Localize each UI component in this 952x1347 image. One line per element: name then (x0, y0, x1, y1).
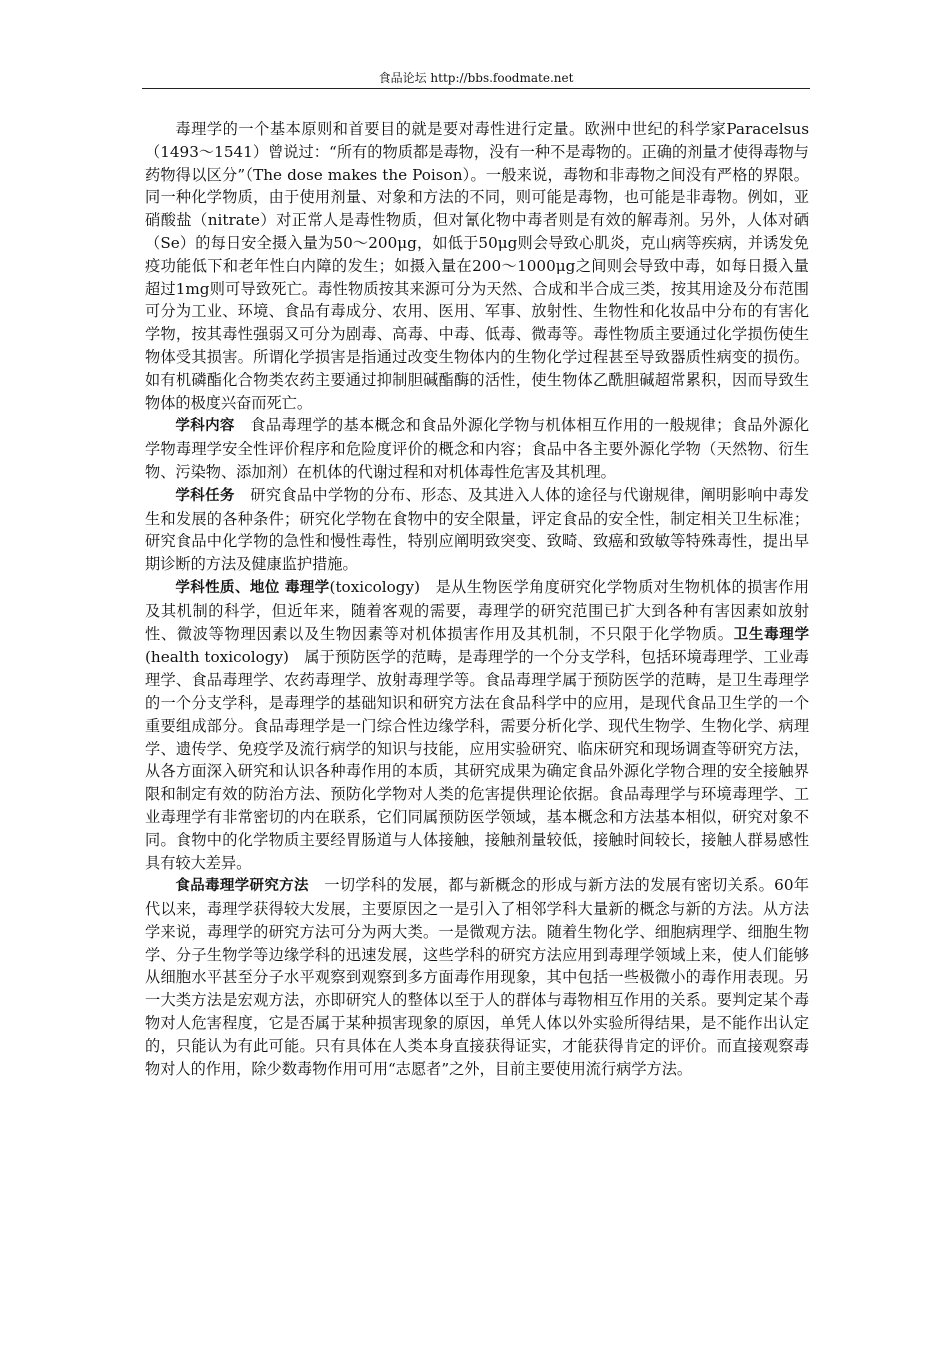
header-text: 食品论坛 http://bbs.foodmate.net (378, 71, 574, 85)
intro-text: 毒理学的一个基本原则和首要目的就是要对毒性进行定量。欧洲中世纪的科学家Paracelsus（1493～1541）曾说过：“所有的物质都是毒物，没有一种不是毒物的。正确的剂量才使得毒物与药物得以区分”（The dose makes the Poison）。一般来说，毒物和非毒物之间没有严格的界限。同一种化学物质，由于使用剂量、对象和方法的不同，则可能是毒物，也可能是非毒物。例如，亚硝酸盐（nitrate）对正常人是毒性物质，但对氰化物中毒者则是有效的解毒剂。另外，人体对硒（Se）的每日安全摄入量为50～200μg，如低于50μg则会导致心肌炎，克山病等疾病，并诱发免疫功能低下和老年性白内障的发生；如摄入量在200～1000μg之间则会导致中毒，如每日摄入量超过1mg则可导致死亡。毒性物质按其来源可分为天然、合成和半合成三类，按其用途及分布范围可分为工业、环境、食品有毒成分、农用、医用、军事、放射性、生物性和化妆品中分布的有害化学物，按其毒性强弱又可分为剧毒、高毒、中毒、低毒、微毒等。毒性物质主要通过化学损伤使生物体受其损害。所谓化学损害是指通过改变生物体内的生物化学过程甚至导致器质性病变的损伤。如有机磷酯化合物类农药主要通过抑制胆碱酯酶的活性，使生物体乙酰胆碱超常累积，因而导致生物体的极度兴奋而死亡。 (145, 120, 809, 412)
paragraph-nature (145, 576, 809, 874)
toxicology-en: (toxicology) (329, 577, 420, 596)
toxicology-term: 毒理学 (284, 579, 330, 596)
method-body: 一切学科的发展，都与新概念的形成与新方法的发展有密切关系。60年代以来，毒理学获得较大发展，主要原因之一是引入了相邻学科大量新的概念与新的方法。从方法学来说，毒理学的研究方法可分为两大类。一是微观方法。随着生物化学、细胞病理学、细胞生物学、分子生物学等边缘学科的迅速发展，这些学科的研究方法应用到毒理学领域上来，使人们能够从细胞水平甚至分子水平观察到观察到多方面毒作用现象，其中包括一些极微小的毒作用表现。另一大类方法是宏观方法，亦即研究人的整体以至于人的群体与毒物相互作用的关系。要判定某个毒物对人危害程度，它是否属于某种损害现象的原因，单凭人体以外实验所得结果，是不能作出认定的，只能认为有此可能。只有具体在人类本身直接获得证实，才能获得肯定的评价。而直接观察毒物对人的作用，除少数毒物作用可用“志愿者”之外，目前主要使用流行病学方法。 (145, 876, 810, 1078)
nature-body-1: 是从生物医学角度研究化学物质对生物机体的损害作用及其机制的科学，但近年来，随着客观的需要，毒理学的研究范围已扩大到各种有害因素如放射性、微波等物理因素以及生物因素等对机体损害作用及其机制，不只限于化学物质。 (145, 577, 810, 643)
nature-term: 学科性质、地位 (175, 579, 280, 596)
content-body: 食品毒理学的基本概念和食品外源化学物与机体相互作用的一般规律；食品外源化学物毒理学安全性评价程序和危险度评价的概念和内容；食品中各主要外源化学物（天然物、衍生物、污染物、添加剂）在机体的代谢过程和对机体毒性危害及其机理。 (145, 416, 810, 481)
paragraph-method (145, 874, 809, 1080)
health-tox-term: 卫生毒理学 (733, 626, 810, 643)
content-term: 学科内容 (175, 418, 235, 435)
paragraph-content (145, 414, 809, 483)
task-term: 学科任务 (175, 487, 235, 504)
page-header (142, 68, 810, 89)
document-body (145, 118, 809, 1080)
paragraph-task (145, 484, 809, 576)
task-body: 研究食品中学物的分布、形态、及其进入人体的途径与代谢规律，阐明影响中毒发生和发展的各种条件；研究化学物在食物中的安全限量，评定食品的安全性，制定相关卫生标准；研究食品中化学物的急性和慢性毒性，特别应阐明致突变、致畸、致癌和致敏等特殊毒性，提出早期诊断的方法及健康监护措施。 (145, 485, 810, 574)
health-tox-en: (health toxicology) (145, 648, 289, 667)
method-term: 食品毒理学研究方法 (175, 878, 309, 895)
nature-body-2: 属于预防医学的范畴，是毒理学的一个分支学科，包括环境毒理学、工业毒理学、食品毒理学、农药毒理学、放射毒理学等。食品毒理学属于预防医学的范畴，是卫生毒理学的一个分支学科，是毒理学的基础知识和研究方法在食品科学中的应用，是现代食品卫生学的一个重要组成部分。食品毒理学是一门综合性边缘学科，需要分析化学、现代生物学、生物化学、病理学、遗传学、免疫学及流行病学的知识与技能，应用实验研究、临床研究和现场调查等研究方法，从各方面深入研究和认识各种毒作用的本质，其研究成果为确定食品外源化学物合理的安全接触界限和制定有效的防治方法、预防化学物对人类的危害提供理论依据。食品毒理学与环境毒理学、工业毒理学有非常密切的内在联系，它们同属预防医学领域，基本概念和方法基本相似，研究对象不同。食物中的化学物质主要经胃肠道与人体接触，接触剂量较低，接触时间较长，接触人群易感性具有较大差异。 (145, 648, 809, 872)
paragraph-intro (145, 118, 809, 414)
